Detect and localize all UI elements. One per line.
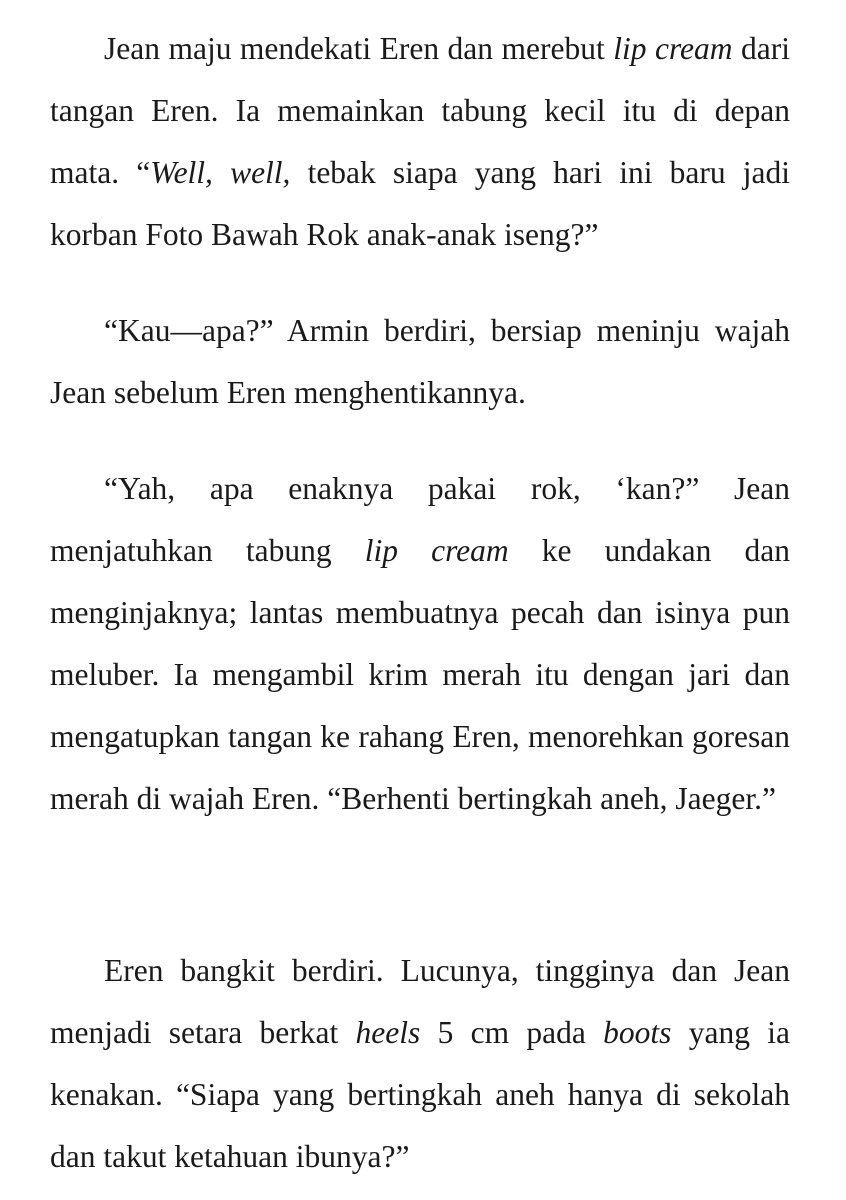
text-segment: 5 cm pada: [420, 1015, 604, 1050]
text-segment: Eren bangkit berdiri. Lucunya, tingginya dan Jean menjadi setara berkat: [50, 953, 790, 1050]
italic-segment: boots: [603, 1015, 672, 1050]
paragraph-3: [50, 458, 790, 830]
italic-segment: heels: [355, 1015, 421, 1050]
text-segment: dari tangan Eren. Ia memainkan tabung kecil itu di depan mata. “: [50, 31, 790, 190]
italic-segment: lip cream: [364, 533, 509, 568]
paragraph-1: [50, 18, 790, 266]
text-segment: ke undakan dan menginjaknya; lantas membuatnya pecah dan isinya pun meluber. Ia mengambil krim merah itu dengan jari dan mengatupkan tangan ke rahang Eren, menorehkan goresan merah di wajah Eren. “Berhenti bertingkah aneh, Jaeger.”: [50, 533, 790, 816]
paragraph-2: [50, 300, 790, 424]
italic-segment: lip cream: [613, 31, 733, 66]
text-segment: Jean maju mendekati Eren dan merebut: [104, 31, 614, 66]
paragraph-4: [50, 940, 790, 1188]
italic-segment: Well, well,: [150, 155, 291, 190]
text-segment: tebak siapa yang hari ini baru jadi korban Foto Bawah Rok anak-anak iseng?”: [50, 155, 790, 252]
text-segment: “Yah, apa enaknya pakai rok, ‘kan?” Jean menjatuhkan tabung: [50, 471, 790, 568]
text-segment: “Kau—apa?” Armin berdiri, bersiap meninju wajah Jean sebelum Eren menghentikannya.: [50, 313, 790, 410]
text-segment: yang ia kenakan. “Siapa yang bertingkah aneh hanya di sekolah dan takut ketahuan ibunya?”: [50, 1015, 791, 1174]
